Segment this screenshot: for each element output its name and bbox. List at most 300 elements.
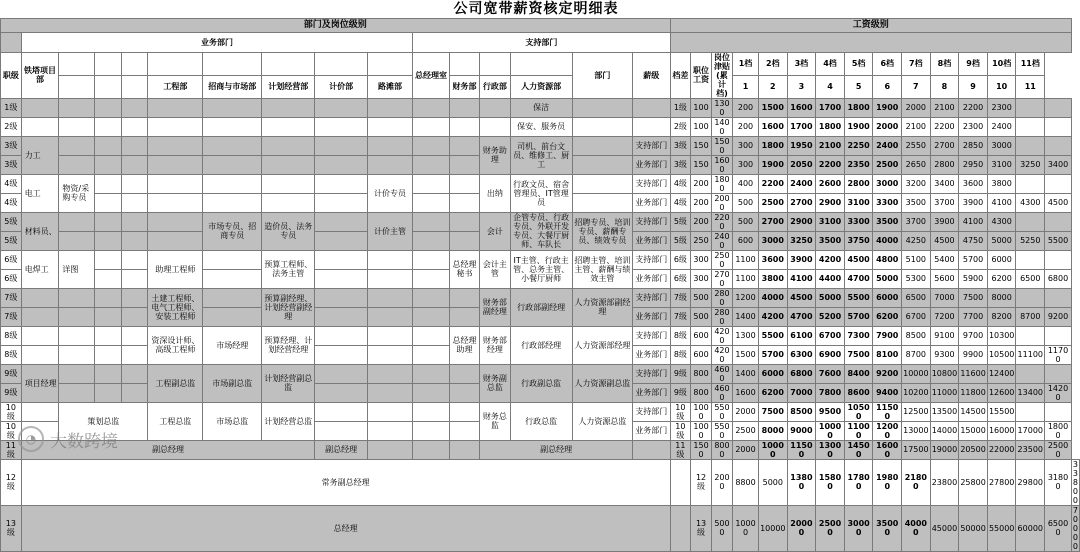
watermark-text: 大数跨境 [50,431,118,452]
dept-cell: 业务部门 [633,383,670,402]
tier-value-2: 3250 [787,231,816,250]
tier-value-6: 8500 [902,326,931,345]
tier-value-11: 6800 [1045,269,1072,288]
grade-cell: 13级 [691,505,712,551]
tier-value-5: 1900 [873,98,902,117]
tier-value-5: 9400 [873,383,902,402]
tier-value-7: 25800 [959,459,988,505]
position-designers: 资深设计师、高级工程师 [148,326,203,364]
tier-value-5: 2000 [873,117,902,136]
tier-num-7: 7 [902,75,931,98]
tier-value-9: 2300 [987,98,1016,117]
tier-value-2: 2900 [787,212,816,231]
dept-cell: 支持部门 [633,402,670,421]
dept-cell [633,117,670,136]
dept-cell: 支持部门 [633,326,670,345]
position-hr-dir: 人力资源总监 [572,402,632,440]
tier-value-3: 1800 [816,117,845,136]
grade-cell: 5级 [670,231,691,250]
tier-value-5: 2500 [873,155,902,174]
tier-value-7: 3900 [930,212,959,231]
tier-value-2: 9000 [787,421,816,440]
grade-cell: 2级 [670,117,691,136]
tier-value-6: 17500 [902,440,931,459]
position-hr-vice-dir: 人力资源副总监 [572,364,632,402]
band-diff-cell: 200 [691,193,712,212]
grade-cell: 4级 [670,193,691,212]
tier-value-5: 6200 [873,307,902,326]
tier-value-5: 11500 [873,402,902,421]
position-wage-cell: 1500 [711,136,732,155]
tier-value-2: 4500 [787,288,816,307]
tier-value-4: 1900 [844,117,873,136]
tier-value-11 [1045,326,1072,345]
position-wage-cell: 2700 [711,269,732,288]
tier-value-3: 4200 [816,250,845,269]
rank-cell: 4级 [1,174,22,193]
rank-cell: 2级 [1,117,22,136]
tier-value-9: 29800 [1016,459,1045,505]
grade-cell: 3级 [670,155,691,174]
tier-value-9: 22000 [987,440,1016,459]
tier-value-1: 3800 [758,269,787,288]
tier-value-7: 19000 [930,440,959,459]
dept-cell: 支持部门 [633,174,670,193]
rank-cell: 5级 [1,231,22,250]
tier-value-8: 2950 [959,155,988,174]
tier-num-11: 11 [1016,75,1045,98]
rank-cell: 13级 [1,505,22,551]
dept-cell: 业务部门 [633,345,670,364]
tier-value-8: 3600 [959,174,988,193]
tier-value-4: 3100 [844,193,873,212]
position-eng-dir: 工程总监 [148,402,203,440]
grade-cell: 8级 [670,326,691,345]
salary-row [1,459,1080,505]
tier-value-9: 4100 [987,193,1016,212]
tier-value-8: 4750 [959,231,988,250]
position-drafter: 详图 [59,250,94,288]
band-diff-cell: 100 [691,98,712,117]
band-diff-cell: 1000 [691,402,712,421]
position-exec-vice-gm: 常务副总经理 [21,459,670,505]
allowance-cell: 500 [733,212,759,231]
position-wage-cell: 4600 [711,364,732,383]
tier-value-7: 14000 [930,421,959,440]
position-wage-cell: 8800 [733,459,759,505]
dept-cell: 业务部门 [633,307,670,326]
tier-value-3: 7600 [816,364,845,383]
tier-value-7: 9100 [930,326,959,345]
position-wage-cell: 1800 [711,174,732,193]
position-eng-vice-dir: 工程副总监 [148,364,203,402]
tier-value-11: 3400 [1045,155,1072,174]
tier-value-7: 11000 [930,383,959,402]
allowance-cell: 10000 [758,505,787,551]
tier-value-4: 19800 [873,459,902,505]
band-diff-cell: 1000 [691,421,712,440]
tier-value-2: 2050 [787,155,816,174]
tier-value-9: 6200 [987,269,1016,288]
tier-value-6: 8700 [902,345,931,364]
grade-cell: 7级 [670,307,691,326]
tier-value-6: 2550 [902,136,931,155]
tier-value-4: 8600 [844,383,873,402]
pricing-header: 计价部 [315,75,367,98]
watermark [18,426,118,452]
position-accountant: 会计 [480,212,510,250]
tier-value-7: 3700 [930,193,959,212]
tier-value-8: 20500 [959,440,988,459]
position-plan-vice-dir: 计划经营副总监 [262,364,315,402]
tier-value-11: 25000 [1045,440,1072,459]
tier-header-4: 4档 [816,52,845,75]
grade-cell: 10级 [670,402,691,421]
allowance-header: 岗位津贴(累计档) [711,52,732,98]
position-market-vice-dir: 市场副总监 [203,364,262,402]
tier-value-9: 12400 [987,364,1016,383]
tier-value-9: 6000 [987,250,1016,269]
allowance-cell: 200 [733,98,759,117]
tier-value-1: 13800 [787,459,816,505]
tier-value-5: 3000 [873,174,902,193]
allowance-cell: 600 [733,231,759,250]
tier-value-2: 2700 [787,193,816,212]
tier-value-10: 6500 [1016,269,1045,288]
admin-header: 行政部 [480,75,510,98]
position-market-dir: 市场总监 [203,402,262,440]
position-wage-cell: 10000 [733,505,759,551]
tier-value-10: 23500 [1016,440,1045,459]
allowance-cell: 1400 [733,364,759,383]
band-diff-cell: 250 [691,231,712,250]
tier-value-11: 5500 [1045,231,1072,250]
dept-cell: 业务部门 [633,421,670,440]
tier-value-10 [1016,117,1045,136]
band-diff-cell: 200 [691,174,712,193]
tier-value-1: 5700 [758,345,787,364]
tier-value-9: 8000 [987,288,1016,307]
position-wage-cell: 2800 [711,307,732,326]
tier-value-11 [1045,212,1072,231]
allowance-cell: 2500 [733,421,759,440]
position-wage-cell: 2000 [711,193,732,212]
tier-header-9: 9档 [959,52,988,75]
tier-value-11 [1045,288,1072,307]
tier-value-2: 4700 [787,307,816,326]
hr-header: 人力资源部 [510,75,572,98]
tier-value-10: 8700 [1016,307,1045,326]
engineering-header: 工程部 [148,75,203,98]
dashuju-logo-icon: ◔ [18,426,44,452]
tier-value-10 [1016,250,1045,269]
position-hr-mgr: 人力资源部经理 [572,326,632,364]
grade-cell: 6级 [670,250,691,269]
band-diff-cell: 100 [691,117,712,136]
rank-cell: 8级 [1,326,22,345]
tier-value-10 [1016,364,1045,383]
tier-value-2: 6800 [787,364,816,383]
position-gm-assist: 总经理助理 [449,326,479,364]
tier-value-10 [1016,174,1045,193]
tier-value-10: 5250 [1016,231,1045,250]
tier-value-4: 14500 [844,440,873,459]
allowance-cell: 1600 [733,383,759,402]
rank-cell: 8级 [1,345,22,364]
allowance-cell: 500 [733,193,759,212]
tier-value-6: 10200 [902,383,931,402]
tier-value-5: 16000 [873,440,902,459]
business-dept-header: 业务部门 [21,32,413,52]
tier-value-8: 11600 [959,364,988,383]
tier-value-3: 17800 [844,459,873,505]
tier-value-11 [1045,364,1072,383]
tier-value-11: 33800 [1072,459,1078,505]
tier-value-6: 12500 [902,402,931,421]
tier-value-1: 2500 [758,193,787,212]
tier-value-10: 17000 [1016,421,1045,440]
tier-value-4: 35000 [873,505,902,551]
tier-value-3: 1700 [816,98,845,117]
tier-value-7: 2700 [930,136,959,155]
tier-value-11: 4500 [1045,193,1072,212]
tier-value-4: 10500 [844,402,873,421]
tier-value-8: 9900 [959,345,988,364]
position-cashier: 出纳 [480,174,510,212]
salary-row [1,250,1080,269]
tier-value-10: 13400 [1016,383,1045,402]
tier-value-9: 5000 [987,231,1016,250]
tier-value-9: 12600 [987,383,1016,402]
grade-cell: 9级 [670,364,691,383]
iron-tower-header: 铁塔项目部 [21,52,59,98]
tier-value-2: 1950 [787,136,816,155]
dept-cell [633,98,670,117]
tier-value-6: 2650 [902,155,931,174]
tier-value-1: 6000 [758,364,787,383]
position-fin-dir: 财务总监 [480,402,510,440]
tier-value-2: 8500 [787,402,816,421]
rank-cell: 10级 [1,402,22,421]
pay-grade-header: 薪级 [633,52,670,98]
position-admin-vice: 行政部副经理 [510,288,572,326]
position-hr-vice: 人力资源部副经理 [572,288,632,326]
grade-cell: 11级 [670,440,691,459]
grade-cell: 3级 [670,136,691,155]
tier-value-4: 3300 [844,212,873,231]
tier-value-1: 20000 [787,505,816,551]
tier-value-7: 2100 [930,98,959,117]
tier-value-3: 3100 [816,212,845,231]
tier-value-8: 14500 [959,402,988,421]
tier-value-10 [1016,288,1045,307]
band-diff-cell: 800 [691,364,712,383]
tier-value-5: 5000 [873,269,902,288]
tier-value-2: 7000 [787,383,816,402]
dept-cell: 业务部门 [633,269,670,288]
tier-value-5: 6000 [873,288,902,307]
band-diff-cell: 500 [691,307,712,326]
grade-cell: 12级 [691,459,712,505]
rank-cell: 6级 [1,269,22,288]
position-planning-dir: 策划总监 [59,402,148,440]
tier-value-10: 3250 [1016,155,1045,174]
tier-value-6: 5300 [902,269,931,288]
dept-cell [670,459,691,505]
position-admin-mgr: 行政部经理 [510,326,572,364]
position-material-clerk: 物资/采购专员 [59,174,94,212]
tier-value-2: 1600 [787,98,816,117]
tier-value-1: 8000 [758,421,787,440]
tier-value-3: 13000 [816,440,845,459]
tier-value-5: 9200 [873,364,902,383]
tier-value-8: 55000 [987,505,1016,551]
band-diff-cell: 5000 [711,505,732,551]
tier-value-6: 4250 [902,231,931,250]
tier-value-6: 5100 [902,250,931,269]
tier-value-3: 10000 [816,421,845,440]
tier-value-10 [1016,326,1045,345]
position-asst-engineer: 助理工程师 [148,250,203,288]
band-diff-cell: 2000 [711,459,732,505]
tier-value-11 [1045,250,1072,269]
tier-value-9: 3800 [987,174,1016,193]
tier-value-1: 10000 [758,440,787,459]
tier-header-8: 8档 [930,52,959,75]
tier-value-7: 10800 [930,364,959,383]
rank-cell: 12级 [1,459,22,505]
tier-value-10: 4300 [1016,193,1045,212]
allowance-cell: 400 [733,174,759,193]
tier-value-3: 5200 [816,307,845,326]
position-wage-cell: 1400 [711,117,732,136]
tier-value-4: 5500 [844,288,873,307]
tier-header-3: 3档 [787,52,816,75]
position-budget-mgr: 预算经理、计划经营经理 [262,326,315,364]
tier-value-5: 3300 [873,193,902,212]
tier-value-4: 2800 [844,174,873,193]
position-fin-vice: 财务部副经理 [480,288,510,326]
tier-value-1: 1600 [758,117,787,136]
position-laborer: 力工 [21,136,59,174]
tier-value-1: 2700 [758,212,787,231]
tier-value-9: 15500 [987,402,1016,421]
band-diff-cell: 150 [691,155,712,174]
allowance-cell: 1100 [733,269,759,288]
tier-value-5: 40000 [902,505,931,551]
tier-value-4: 11000 [844,421,873,440]
dept-cell [633,440,670,459]
position-admin-clerk: 行政文员、宿舍管理员、IT管理员 [510,174,572,212]
tier-value-4: 8400 [844,364,873,383]
tier-value-3: 7800 [816,383,845,402]
position-wage-cell: 2400 [711,231,732,250]
grade-cell: 7级 [670,288,691,307]
dept-cell: 业务部门 [633,155,670,174]
tier-value-4: 5700 [844,307,873,326]
position-engineers: 土建工程师、电气工程师、安装工程师 [148,288,203,326]
road-bridge-header: 路滩部 [367,75,412,98]
grade-cell: 1级 [670,98,691,117]
tier-value-10 [1016,136,1045,155]
dept-cell: 支持部门 [633,250,670,269]
band-diff-cell: 600 [691,326,712,345]
tier-value-6: 13000 [902,421,931,440]
tier-value-6: 3200 [902,174,931,193]
tier-value-2: 6100 [787,326,816,345]
position-wage-cell: 1600 [711,155,732,174]
tier-value-5: 7900 [873,326,902,345]
allowance-cell: 300 [733,155,759,174]
position-wage-cell: 2800 [711,288,732,307]
tier-value-6: 23800 [930,459,959,505]
tier-value-5: 12000 [873,421,902,440]
tier-value-10 [1016,402,1045,421]
position-wage-cell: 2200 [711,212,732,231]
tier-value-1: 4000 [758,288,787,307]
tier-value-6: 2100 [902,117,931,136]
position-gm-secretary: 总经理秘书 [449,250,479,288]
tier-header-7: 7档 [902,52,931,75]
salary-row [1,364,1080,383]
salary-row [1,326,1080,345]
position-admin-dir: 行政总监 [510,402,572,440]
salary-row [1,98,1080,117]
position-vice-gm: 副总经理 [480,440,633,459]
grade-cell: 10级 [670,421,691,440]
position-material-staff: 材料员、 [21,212,59,250]
tier-value-3: 6700 [816,326,845,345]
band-diff-cell: 600 [691,345,712,364]
tier-value-5: 21800 [902,459,931,505]
tier-value-9: 8200 [987,307,1016,326]
tier-value-1: 4200 [758,307,787,326]
sheet-title: 公司宽带薪资核定明细表 [453,0,619,17]
rank-header: 职级 [1,52,22,98]
tier-value-3: 9500 [816,402,845,421]
tier-num-3: 3 [787,75,816,98]
tier-value-8: 7700 [959,307,988,326]
tier-value-1: 5500 [758,326,787,345]
tier-value-11: 9200 [1045,307,1072,326]
allowance-cell: 5000 [758,459,787,505]
tier-value-5: 2400 [873,136,902,155]
tier-value-1: 3600 [758,250,787,269]
tier-value-2: 2400 [787,174,816,193]
tier-value-5: 8100 [873,345,902,364]
position-market-mgr: 市场经理 [203,326,262,364]
grade-cell: 5级 [670,212,691,231]
tier-value-2: 11500 [787,440,816,459]
tier-num-1: 1 [733,75,759,98]
tier-value-8: 9700 [959,326,988,345]
tier-value-7: 5400 [930,250,959,269]
tier-value-7: 13500 [930,402,959,421]
position-vice-gm: 副总经理 [21,440,315,459]
tier-value-10: 11100 [1016,345,1045,364]
rank-cell: 10级 [1,421,22,440]
rank-cell: 3级 [1,136,22,155]
rank-cell: 5级 [1,212,22,231]
tier-num-9: 9 [959,75,988,98]
rank-cell: 7级 [1,288,22,307]
tier-value-5: 4800 [873,250,902,269]
tier-value-7: 4500 [930,231,959,250]
tier-value-3: 30000 [844,505,873,551]
tier-value-7: 7000 [930,288,959,307]
tier-value-10: 31800 [1045,459,1072,505]
tier-value-9: 3100 [987,155,1016,174]
